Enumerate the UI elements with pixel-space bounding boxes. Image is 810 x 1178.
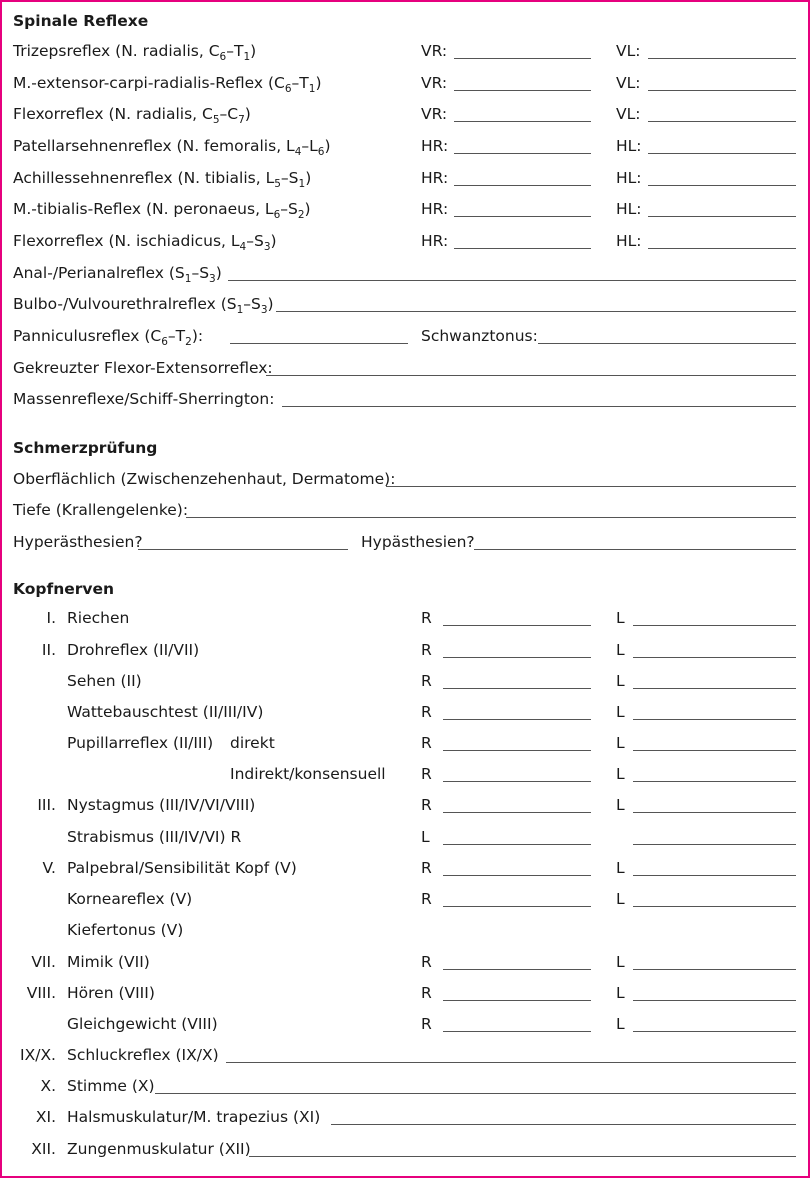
cranial-field-r[interactable] <box>443 781 591 782</box>
cranial-field-l[interactable] <box>633 969 796 970</box>
cranial-test-label: Korneareflex (V) <box>67 890 193 908</box>
reflex-field-vr[interactable] <box>454 90 591 91</box>
cranial-field-r[interactable] <box>443 1031 591 1032</box>
cranial-test-label: Kiefertonus (V) <box>67 921 184 939</box>
side-label-r: R <box>421 984 432 1002</box>
cranial-field-r[interactable] <box>443 906 591 907</box>
reflex-label <box>13 327 204 348</box>
side-label-hl: HL: <box>616 169 642 187</box>
reflex-label-part: Flexorreflex (N. ischiadicus, L <box>13 232 240 250</box>
side-label-r: R <box>421 1015 432 1033</box>
reflex-label-part: Trizepsreflex (N. radialis, C <box>13 42 220 60</box>
hypoesthesia-label: Hypästhesien? <box>361 533 475 551</box>
cranial-nerve-number: XI. <box>35 1108 56 1126</box>
cranial-field-r[interactable] <box>443 1000 591 1001</box>
cranial-field-l[interactable] <box>633 625 796 626</box>
cranial-field-r[interactable] <box>443 812 591 813</box>
panniculus-field[interactable] <box>230 343 408 344</box>
reflex-label <box>13 200 311 221</box>
reflex-field-hl[interactable] <box>648 153 796 154</box>
cranial-field[interactable] <box>249 1156 796 1157</box>
cranial-test-label: Stimme (X) <box>67 1077 155 1095</box>
cranial-nerve-number: VII. <box>31 953 56 971</box>
cranial-test-label: Mimik (VII) <box>67 953 150 971</box>
section-title-spinal: Spinale Reflexe <box>13 12 149 30</box>
cranial-field[interactable] <box>155 1093 796 1094</box>
reflex-field-vl[interactable] <box>648 90 796 91</box>
reflex-subscript: 1 <box>243 51 251 63</box>
cranial-nerve-number: I. <box>46 609 56 627</box>
cranial-test-sublabel: direkt <box>230 734 275 752</box>
anal-reflex-field[interactable] <box>228 280 796 281</box>
side-label-vl: VL: <box>616 42 641 60</box>
reflex-subscript: 1 <box>308 83 316 95</box>
side-label-r: R <box>421 641 432 659</box>
reflex-field-vr[interactable] <box>454 121 591 122</box>
reflex-label-part: ) <box>304 200 311 218</box>
cranial-field-l[interactable] <box>633 1031 796 1032</box>
hyperesthesia-label: Hyperästhesien? <box>13 533 143 551</box>
side-label-l: L <box>616 641 625 659</box>
side-label-r: R <box>421 765 432 783</box>
side-label-l: L <box>616 796 625 814</box>
reflex-subscript: 3 <box>263 241 271 253</box>
reflex-label-part: M.-tibialis-Reflex (N. peronaeus, L <box>13 200 274 218</box>
reflex-label <box>13 264 222 285</box>
reflex-label <box>13 232 277 253</box>
side-label-vr: VR: <box>421 42 448 60</box>
reflex-label-part: –S <box>246 232 264 250</box>
reflex-label-part: Anal-/Perianalreflex (S <box>13 264 185 282</box>
side-label-l: L <box>616 609 625 627</box>
cranial-nerve-number: III. <box>37 796 56 814</box>
cranial-test-label: Halsmuskulatur/M. trapezius (XI) <box>67 1108 321 1126</box>
side-label-hr: HR: <box>421 169 449 187</box>
reflex-field-hl[interactable] <box>648 248 796 249</box>
side-label-hr: HR: <box>421 200 449 218</box>
cranial-field-r[interactable] <box>443 875 591 876</box>
reflex-label-part: –T <box>226 42 244 60</box>
cranial-field-r[interactable] <box>443 969 591 970</box>
cranial-field-r[interactable] <box>443 750 591 751</box>
cranial-test-label: Riechen <box>67 609 130 627</box>
cranial-test-label: Zungenmuskulatur (XII) <box>67 1140 251 1158</box>
side-label-l: L <box>616 984 625 1002</box>
mass-reflex-label: Massenreflexe/Schiff-Sherrington: <box>13 390 275 408</box>
side-label-vl: VL: <box>616 74 641 92</box>
cranial-field-l[interactable] <box>633 812 796 813</box>
side-label-hl: HL: <box>616 137 642 155</box>
side-label-vr: VR: <box>421 74 448 92</box>
cranial-field-extra[interactable] <box>633 844 796 845</box>
reflex-subscript: 6 <box>284 83 292 95</box>
reflex-subscript: 3 <box>260 304 268 316</box>
cranial-test-label: Sehen (II) <box>67 672 142 690</box>
side-label-r: R <box>421 890 432 908</box>
reflex-subscript: 4 <box>294 146 302 158</box>
hypoesthesia-field[interactable] <box>474 549 796 550</box>
cranial-field-r[interactable] <box>443 625 591 626</box>
cranial-field-l[interactable] <box>633 906 796 907</box>
cranial-nerve-number: XII. <box>31 1140 56 1158</box>
reflex-subscript: 6 <box>219 51 227 63</box>
side-label-hl: HL: <box>616 200 642 218</box>
reflex-field-hl[interactable] <box>648 185 796 186</box>
section-title-pain: Schmerzprüfung <box>13 439 158 457</box>
reflex-subscript: 6 <box>273 209 281 221</box>
reflex-label-part: –C <box>219 105 239 123</box>
reflex-label-part: –S <box>191 264 210 282</box>
side-label-l: L <box>616 703 625 721</box>
cranial-test-label: Wattebauschtest (II/III/IV) <box>67 703 264 721</box>
reflex-field-hr[interactable] <box>454 216 591 217</box>
bulbo-reflex-field[interactable] <box>276 311 796 312</box>
side-label-r: R <box>421 796 432 814</box>
reflex-label <box>13 105 251 126</box>
side-label-r: R <box>421 859 432 877</box>
reflex-field-hr[interactable] <box>454 248 591 249</box>
reflex-label-part: –S <box>243 295 261 313</box>
cranial-field-l[interactable] <box>633 1000 796 1001</box>
reflex-label <box>13 137 331 158</box>
side-label-l: L <box>616 734 625 752</box>
side-label-r: R <box>421 609 432 627</box>
reflex-label-part: ) <box>315 74 322 92</box>
cranial-field-l[interactable] <box>633 781 796 782</box>
tail-tone-field[interactable] <box>538 343 796 344</box>
reflex-subscript: 7 <box>238 114 245 126</box>
cranial-test-label: Gleichgewicht (VIII) <box>67 1015 218 1033</box>
side-label-hl: HL: <box>616 232 642 250</box>
side-label-l: L <box>421 828 430 846</box>
reflex-subscript: 6 <box>161 336 168 348</box>
reflex-subscript: 3 <box>209 273 216 285</box>
reflex-subscript: 5 <box>212 114 220 126</box>
cranial-test-label: Drohreflex (II/VII) <box>67 641 200 659</box>
reflex-field-hr[interactable] <box>454 185 591 186</box>
crossed-reflex-label: Gekreuzter Flexor-Extensorreflex: <box>13 359 273 377</box>
cranial-nerve-number: V. <box>42 859 56 877</box>
cranial-nerve-number: IX/X. <box>20 1046 56 1064</box>
reflex-label-part: ) <box>305 169 312 187</box>
reflex-label-part: ) <box>270 232 277 250</box>
side-label-r: R <box>421 953 432 971</box>
pain-superficial-field[interactable] <box>386 486 796 487</box>
reflex-subscript: 1 <box>184 273 192 285</box>
side-label-hr: HR: <box>421 137 449 155</box>
cranial-nerve-number: VIII. <box>26 984 56 1002</box>
cranial-test-label: Schluckreflex (IX/X) <box>67 1046 219 1064</box>
reflex-field-hr[interactable] <box>454 153 591 154</box>
mass-reflex-field[interactable] <box>282 406 796 407</box>
reflex-label-part: M.-extensor-carpi-radialis-Reflex (C <box>13 74 285 92</box>
hyperesthesia-field[interactable] <box>138 549 348 550</box>
side-label-vl: VL: <box>616 105 641 123</box>
reflex-label <box>13 295 274 316</box>
cranial-field-r[interactable] <box>443 688 591 689</box>
reflex-label <box>13 42 257 63</box>
reflex-label-part: ) <box>215 264 222 282</box>
side-label-l: L <box>616 953 625 971</box>
side-label-l: L <box>616 1015 625 1033</box>
cranial-test-label: Palpebral/Sensibilität Kopf (V) <box>67 859 297 877</box>
reflex-subscript: 4 <box>239 241 247 253</box>
reflex-label-part: –S <box>280 169 299 187</box>
cranial-field-l[interactable] <box>633 875 796 876</box>
reflex-label-part: –S <box>280 200 298 218</box>
cranial-field-l[interactable] <box>633 657 796 658</box>
side-label-l: L <box>616 672 625 690</box>
cranial-test-label: Pupillarreflex (II/III) <box>67 734 214 752</box>
cranial-field[interactable] <box>226 1062 796 1063</box>
crossed-reflex-field[interactable] <box>266 375 796 376</box>
side-label-l: L <box>616 859 625 877</box>
side-label-r: R <box>421 703 432 721</box>
side-label-l: L <box>616 765 625 783</box>
reflex-label-part: Achillessehnenreflex (N. tibialis, L <box>13 169 275 187</box>
cranial-test-label: Nystagmus (III/IV/VI/VIII) <box>67 796 256 814</box>
side-label-l: L <box>616 890 625 908</box>
tail-tone-label: Schwanztonus: <box>421 327 538 345</box>
reflex-label-part: –T <box>167 327 186 345</box>
side-label-r: R <box>421 734 432 752</box>
reflex-label <box>13 74 322 95</box>
section-title-cranial: Kopfnerven <box>13 580 115 598</box>
pain-superficial-label: Oberflächlich (Zwischenzehenhaut, Dermatome): <box>13 470 396 488</box>
pain-deep-label: Tiefe (Krallengelenke): <box>13 501 189 519</box>
cranial-field-l[interactable] <box>633 750 796 751</box>
reflex-label-part: ) <box>244 105 251 123</box>
reflex-field-vr[interactable] <box>454 58 591 59</box>
reflex-label-part: ) <box>324 137 331 155</box>
cranial-field-l[interactable] <box>443 844 591 845</box>
reflex-subscript: 5 <box>274 178 281 190</box>
reflex-label <box>13 169 312 190</box>
reflex-label-part: Patellarsehnenreflex (N. femoralis, L <box>13 137 295 155</box>
reflex-subscript: 2 <box>185 336 192 348</box>
reflex-label-part: ): <box>191 327 204 345</box>
reflex-subscript: 1 <box>298 178 306 190</box>
cranial-field-r[interactable] <box>443 657 591 658</box>
cranial-test-label: Strabismus (III/IV/VI) R <box>67 828 242 846</box>
reflex-label-part: ) <box>250 42 257 60</box>
side-label-hr: HR: <box>421 232 449 250</box>
reflex-subscript: 2 <box>297 209 305 221</box>
reflex-subscript: 1 <box>236 304 244 316</box>
cranial-field-r[interactable] <box>443 719 591 720</box>
cranial-nerve-number: II. <box>41 641 56 659</box>
cranial-field[interactable] <box>331 1124 796 1125</box>
side-label-vr: VR: <box>421 105 448 123</box>
side-label-r: R <box>421 672 432 690</box>
cranial-field-l[interactable] <box>633 719 796 720</box>
reflex-label-part: –L <box>301 137 318 155</box>
pain-deep-field[interactable] <box>186 517 796 518</box>
cranial-field-l[interactable] <box>633 688 796 689</box>
cranial-test-sublabel: Indirekt/konsensuell <box>230 765 386 783</box>
cranial-test-label: Hören (VIII) <box>67 984 155 1002</box>
cranial-nerve-number: X. <box>40 1077 56 1095</box>
reflex-subscript: 6 <box>317 146 325 158</box>
reflex-field-vl[interactable] <box>648 58 796 59</box>
reflex-label-part: Bulbo-/Vulvourethralreflex (S <box>13 295 237 313</box>
reflex-label-part: –T <box>291 74 309 92</box>
reflex-label-part: Flexorreflex (N. radialis, C <box>13 105 213 123</box>
reflex-label-part: ) <box>267 295 274 313</box>
reflex-label-part: Panniculusreflex (C <box>13 327 162 345</box>
reflex-field-hl[interactable] <box>648 216 796 217</box>
reflex-field-vl[interactable] <box>648 121 796 122</box>
